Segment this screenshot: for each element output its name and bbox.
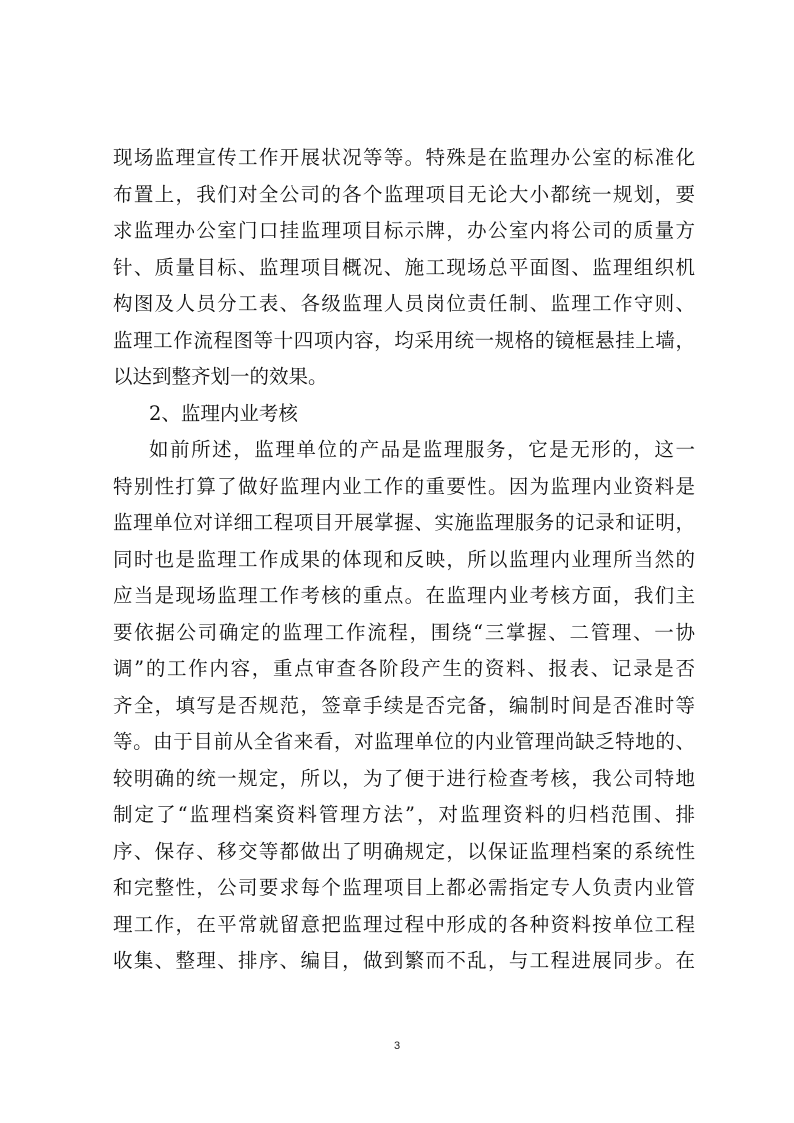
text-line: 求监理办公室门口挂监理项目标示牌，办公室内将公司的质量方 [113, 219, 695, 242]
text-line: 收集、整理、排序、编目，做到繁而不乱，与工程进展同步。在 [113, 949, 695, 972]
page-number: 3 [393, 1040, 401, 1052]
text-line: 较明确的统一规定，所以，为了便于进行检查考核，我公司特地 [113, 766, 695, 790]
text-line: 构图及人员分工表、各级监理人员岗位责任制、监理工作守则、 [113, 292, 695, 315]
body-text [113, 140, 695, 980]
text-line: 监理工作流程图等十四项内容，均采用统一规格的镜框悬挂上墙， [113, 328, 695, 352]
text-line: 布置上，我们对全公司的各个监理项目无论大小都统一规划，要 [113, 182, 695, 206]
text-line: 监理单位对详细工程项目开展掌握、实施监理服务的记录和证明， [113, 511, 695, 534]
text-line: 特别性打算了做好监理内业工作的重要性。因为监理内业资料是 [113, 474, 695, 498]
text-line: 同时也是监理工作成果的体现和反映，所以监理内业理所当然的 [113, 547, 695, 571]
text-line: 调”的工作内容，重点审查各阶段产生的资料、报表、记录是否 [113, 657, 695, 680]
text-line: 以达到整齐划一的效果。 [113, 365, 328, 388]
text-line: 序、保存、移交等都做出了明确规定，以保证监理档案的系统性 [113, 839, 695, 863]
text-line: 制定了“监理档案资料管理方法”，对监理资料的归档范围、排 [113, 803, 695, 826]
text-line: 等。由于目前从全省来看，对监理单位的内业管理尚缺乏特地的、 [113, 730, 695, 753]
text-line: 应当是现场监理工作考核的重点。在监理内业考核方面，我们主 [113, 584, 695, 607]
section-heading: 2、监理内业考核 [149, 401, 298, 425]
text-line: 要依据公司确定的监理工作流程，围绕“三掌握、二管理、一协 [113, 620, 695, 644]
text-line: 现场监理宣传工作开展状况等等。特殊是在监理办公室的标准化 [113, 146, 695, 169]
text-line: 针、质量目标、监理项目概况、施工现场总平面图、监理组织机 [113, 255, 695, 279]
text-line: 如前所述，监理单位的产品是监理服务，它是无形的，这一 [149, 438, 695, 461]
text-line: 理工作，在平常就留意把监理过程中形成的各种资料按单位工程 [113, 912, 695, 936]
text-line: 齐全，填写是否规范，签章手续是否完备，编制时间是否准时等 [113, 693, 695, 717]
text-line: 和完整性，公司要求每个监理项目上都必需指定专人负责内业管 [113, 876, 695, 899]
